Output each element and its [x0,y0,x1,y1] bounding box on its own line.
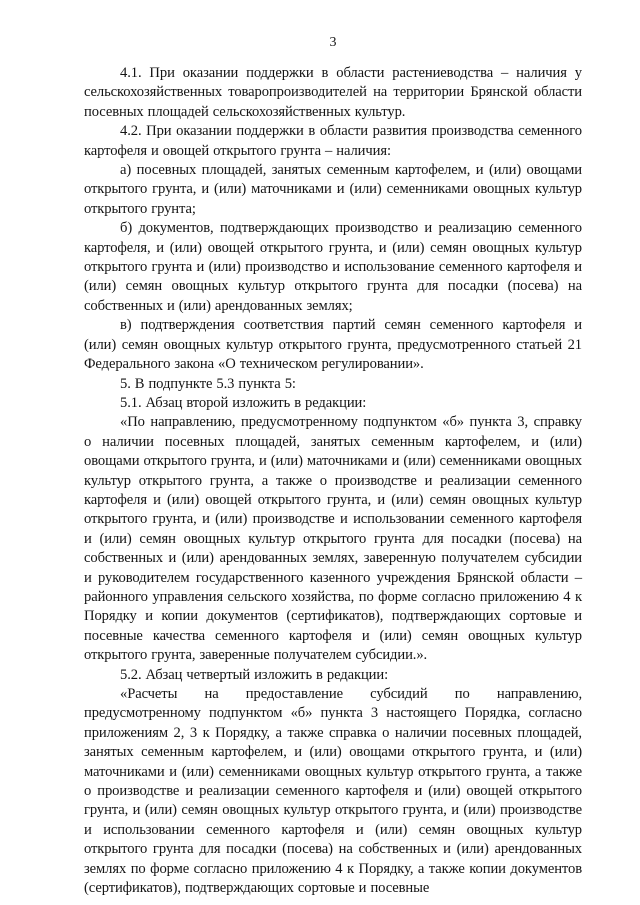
paragraph-5-1-text: «По направлению, предусмотренному подпунктом «б» пункта 3, справку о наличии посевных площадей, занятых семенным картофелем, и (или) овощами открытого грунта, и (или) маточниками и (или) семенниками овощных культур открытого грунта, а также о производстве и реализации семенного картофеля и (или) овощей открытого грунта, и (или) семян овощных культур открытого грунта, и (или) производстве и использовании семенного картофеля и (или) семян овощных культур открытого грунта для посадки (посева) на собственных и (или) арендованных землях, заверенную получателем субсидии и руководителем государственного казенного учреждения Брянской области – районного управления сельского хозяйства, по форме согласно приложению 4 к Порядку и копии документов (сертификатов), подтверждающих сортовые и посевные качества семенного картофеля и (или) семян овощных культур открытого грунта, заверенные получателем субсидии.». [84,414,582,664]
paragraph-4-2: 4.2. При оказании поддержки в области развития производства семенного картофеля и овощей открытого грунта – наличия: [84,123,582,159]
paragraph-4-2-b: б) документов, подтверждающих производство и реализацию семенного картофеля, и (или) овощей открытого грунта, и (или) семян овощных культур открытого грунта и (или) производство и использование семенного картофеля и (или) семян овощных культур открытого грунта для посадки (посева) на собственных и (или) арендованных землях; [84,220,582,314]
page-number: 3 [329,35,337,50]
paragraph-4-2-v: в) подтверждения соответствия партий семян семенного картофеля и (или) семян овощных культур открытого грунта, предусмотренного статьей 21 Федерального закона «О техническом регулировании». [84,317,582,373]
paragraph-5-2-text: «Расчеты на предоставление субсидий по направлению, предусмотренному подпунктом «б» пункта 3 настоящего Порядка, согласно приложениям 2, 3 к Порядку, а также справка о наличии посевных площадей, занятых семенным картофелем, и (или) овощами открытого грунта, и (или) маточниками и (или) семенниками овощных культур открытого грунта, а также о производстве и реализации семенного картофеля и (или) овощей открытого грунта, и (или) семян овощных культур открытого грунта, и (или) производстве и использовании семенного картофеля и (или) семян овощных культур открытого грунта для посадки (посева) на собственных и (или) арендованных землях по форме согласно приложению 4 к Порядку, а также копии документов (сертификатов), подтверждающих сортовые и посевные [84,686,582,897]
paragraph-4-1: 4.1. При оказании поддержки в области растениеводства – наличия у сельскохозяйственных товаропроизводителей на территории Брянской области посевных площадей сельскохозяйственных культур. [84,65,582,120]
paragraph-5-1: 5.1. Абзац второй изложить в редакции: [120,394,367,411]
paragraph-4-2-a: а) посевных площадей, занятых семенным картофелем, и (или) овощами открытого грунта, и (или) маточниками и (или) семенниками овощных культур открытого грунта; [84,162,582,217]
paragraph-5: 5. В подпункте 5.3 пункта 5: [120,375,296,392]
paragraph-5-2: 5.2. Абзац четвертый изложить в редакции: [120,666,389,683]
